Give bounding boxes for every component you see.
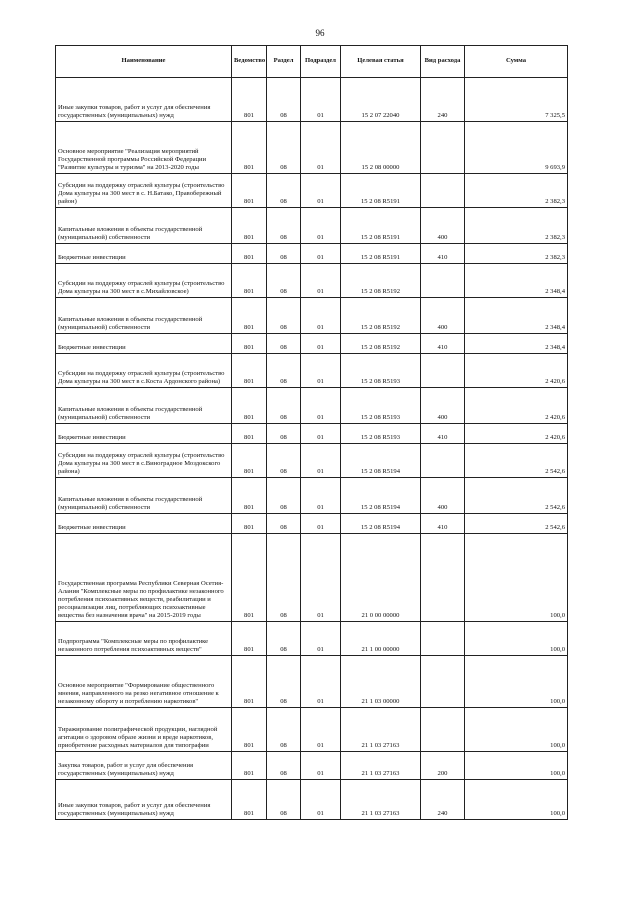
row-amount: 2 348,4 — [465, 264, 568, 298]
table-row — [56, 622, 568, 656]
row-name: Тиражирование полиграфической продукции, наглядной агитации о здоровом образе жизни и вреде наркотиков, приобретение расходных материалов для типографии — [56, 708, 232, 752]
row-section: 08 — [267, 514, 301, 534]
row-subsection: 01 — [301, 708, 341, 752]
row-subsection: 01 — [301, 208, 341, 244]
table-row — [56, 174, 568, 208]
row-amount: 100,0 — [465, 752, 568, 780]
table-row — [56, 78, 568, 122]
row-exp-type: 410 — [421, 424, 465, 444]
budget-table — [55, 45, 568, 820]
row-dept: 801 — [232, 244, 267, 264]
row-target: 15 2 08 R5194 — [341, 478, 421, 514]
row-amount: 2 382,3 — [465, 174, 568, 208]
row-exp-type — [421, 444, 465, 478]
row-amount: 2 420,6 — [465, 354, 568, 388]
row-section: 08 — [267, 780, 301, 820]
row-exp-type: 400 — [421, 478, 465, 514]
row-subsection: 01 — [301, 122, 341, 174]
row-amount: 7 325,5 — [465, 78, 568, 122]
row-exp-type: 410 — [421, 244, 465, 264]
row-dept: 801 — [232, 424, 267, 444]
table-row — [56, 444, 568, 478]
row-subsection: 01 — [301, 354, 341, 388]
table-row — [56, 424, 568, 444]
row-target: 15 2 08 R5192 — [341, 264, 421, 298]
row-amount: 100,0 — [465, 708, 568, 752]
row-name: Субсидии на поддержку отраслей культуры (строительство Дома культуры на 300 мест в с.Виноградное Моздокского района) — [56, 444, 232, 478]
row-name: Субсидии на поддержку отраслей культуры (строительство Дома культуры на 300 мест в с.Михайловское) — [56, 264, 232, 298]
row-target: 15 2 08 R5192 — [341, 334, 421, 354]
header-target: Целевая статья — [341, 46, 421, 78]
table-row — [56, 534, 568, 622]
row-name: Бюджетные инвестиции — [56, 514, 232, 534]
page-number: 96 — [315, 28, 325, 38]
row-name: Иные закупки товаров, работ и услуг для обеспечения государственных (муниципальных) нужд — [56, 78, 232, 122]
table-row — [56, 514, 568, 534]
row-subsection: 01 — [301, 514, 341, 534]
table-body — [56, 78, 568, 820]
row-dept: 801 — [232, 656, 267, 708]
row-section: 08 — [267, 622, 301, 656]
row-target: 15 2 08 R5193 — [341, 354, 421, 388]
row-dept: 801 — [232, 208, 267, 244]
row-section: 08 — [267, 708, 301, 752]
header-section: Раздел — [267, 46, 301, 78]
row-name: Капитальные вложения в объекты государственной (муниципальной) собственности — [56, 388, 232, 424]
row-subsection: 01 — [301, 244, 341, 264]
table-row — [56, 244, 568, 264]
row-name: Бюджетные инвестиции — [56, 244, 232, 264]
table-row — [56, 264, 568, 298]
row-name: Капитальные вложения в объекты государственной (муниципальной) собственности — [56, 208, 232, 244]
row-name: Иные закупки товаров, работ и услуг для обеспечения государственных (муниципальных) нужд — [56, 780, 232, 820]
header-name: Наименование — [56, 46, 232, 78]
row-name: Государственная программа Республики Северная Осетия-Алания "Комплексные меры по профилактике незаконного потребления психоактивных веществ, реабилитации и ресоциализации лиц, потребляющих психоактивные вещества без назначения врача" на 2015-2019 годы — [56, 534, 232, 622]
row-exp-type: 410 — [421, 334, 465, 354]
row-amount: 100,0 — [465, 780, 568, 820]
row-target: 15 2 08 R5193 — [341, 388, 421, 424]
row-section: 08 — [267, 388, 301, 424]
row-subsection: 01 — [301, 780, 341, 820]
table-row — [56, 478, 568, 514]
row-amount: 2 348,4 — [465, 298, 568, 334]
row-exp-type: 400 — [421, 208, 465, 244]
row-dept: 801 — [232, 174, 267, 208]
row-exp-type: 240 — [421, 78, 465, 122]
row-section: 08 — [267, 752, 301, 780]
row-amount: 2 420,6 — [465, 424, 568, 444]
row-section: 08 — [267, 334, 301, 354]
row-target: 15 2 08 R5194 — [341, 514, 421, 534]
row-dept: 801 — [232, 334, 267, 354]
row-dept: 801 — [232, 78, 267, 122]
row-exp-type: 400 — [421, 388, 465, 424]
row-dept: 801 — [232, 298, 267, 334]
row-section: 08 — [267, 208, 301, 244]
row-name: Капитальные вложения в объекты государственной (муниципальной) собственности — [56, 298, 232, 334]
row-exp-type — [421, 656, 465, 708]
row-section: 08 — [267, 298, 301, 334]
row-dept: 801 — [232, 122, 267, 174]
row-dept: 801 — [232, 388, 267, 424]
table-row — [56, 780, 568, 820]
row-amount: 2 542,6 — [465, 514, 568, 534]
row-section: 08 — [267, 534, 301, 622]
row-amount: 2 542,6 — [465, 478, 568, 514]
row-subsection: 01 — [301, 298, 341, 334]
row-exp-type — [421, 622, 465, 656]
row-section: 08 — [267, 656, 301, 708]
row-amount: 100,0 — [465, 534, 568, 622]
row-name: Бюджетные инвестиции — [56, 334, 232, 354]
row-exp-type: 410 — [421, 514, 465, 534]
row-target: 15 2 07 22040 — [341, 78, 421, 122]
row-amount: 2 348,4 — [465, 334, 568, 354]
row-name: Подпрограмма "Комплексные меры по профилактике незаконного потребления психоактивных веществ" — [56, 622, 232, 656]
row-subsection: 01 — [301, 444, 341, 478]
row-amount: 2 382,3 — [465, 208, 568, 244]
table-row — [56, 708, 568, 752]
row-name: Субсидии на поддержку отраслей культуры (строительство Дома культуры на 300 мест в с.Коста Ардонского района) — [56, 354, 232, 388]
table-row — [56, 752, 568, 780]
header-exp-type: Вид расхода — [421, 46, 465, 78]
row-exp-type — [421, 122, 465, 174]
table-header-row — [56, 46, 568, 78]
row-subsection: 01 — [301, 478, 341, 514]
row-subsection: 01 — [301, 752, 341, 780]
row-amount: 2 382,3 — [465, 244, 568, 264]
row-subsection: 01 — [301, 534, 341, 622]
row-section: 08 — [267, 264, 301, 298]
row-subsection: 01 — [301, 622, 341, 656]
row-target: 15 2 08 R5191 — [341, 208, 421, 244]
header-amount: Сумма — [465, 46, 568, 78]
row-name: Закупка товаров, работ и услуг для обеспечения государственных (муниципальных) нужд — [56, 752, 232, 780]
row-subsection: 01 — [301, 388, 341, 424]
row-name: Основное мероприятие "Реализация мероприятий Государственной программы Российской Федерации "Развитие культуры и туризма" на 2013-2020 годы — [56, 122, 232, 174]
row-section: 08 — [267, 424, 301, 444]
row-exp-type: 240 — [421, 780, 465, 820]
row-section: 08 — [267, 244, 301, 264]
header-dept: Ведомство — [232, 46, 267, 78]
row-subsection: 01 — [301, 334, 341, 354]
row-dept: 801 — [232, 708, 267, 752]
row-target: 21 1 03 00000 — [341, 656, 421, 708]
row-exp-type — [421, 534, 465, 622]
table-row — [56, 388, 568, 424]
header-subsection: Подраздел — [301, 46, 341, 78]
row-section: 08 — [267, 122, 301, 174]
row-subsection: 01 — [301, 264, 341, 298]
row-target: 15 2 08 R5193 — [341, 424, 421, 444]
row-target: 15 2 08 00000 — [341, 122, 421, 174]
row-exp-type: 200 — [421, 752, 465, 780]
table-row — [56, 122, 568, 174]
row-target: 21 0 00 00000 — [341, 534, 421, 622]
row-section: 08 — [267, 78, 301, 122]
row-exp-type — [421, 174, 465, 208]
row-target: 15 2 08 R5191 — [341, 244, 421, 264]
row-dept: 801 — [232, 752, 267, 780]
row-target: 15 2 08 R5194 — [341, 444, 421, 478]
row-amount: 100,0 — [465, 656, 568, 708]
row-amount: 2 420,6 — [465, 388, 568, 424]
row-target: 21 1 03 27163 — [341, 708, 421, 752]
row-section: 08 — [267, 444, 301, 478]
row-dept: 801 — [232, 534, 267, 622]
row-section: 08 — [267, 354, 301, 388]
row-dept: 801 — [232, 478, 267, 514]
table-row — [56, 298, 568, 334]
row-name: Бюджетные инвестиции — [56, 424, 232, 444]
row-exp-type — [421, 264, 465, 298]
row-section: 08 — [267, 478, 301, 514]
row-dept: 801 — [232, 354, 267, 388]
row-target: 21 1 03 27163 — [341, 752, 421, 780]
row-dept: 801 — [232, 444, 267, 478]
table-row — [56, 354, 568, 388]
row-subsection: 01 — [301, 174, 341, 208]
row-amount: 100,0 — [465, 622, 568, 656]
row-section: 08 — [267, 174, 301, 208]
row-exp-type: 400 — [421, 298, 465, 334]
table-row — [56, 656, 568, 708]
row-target: 15 2 08 R5191 — [341, 174, 421, 208]
row-name: Основное мероприятие "Формирование общественного мнения, направленного на резко негативное отношение к незаконному обороту и потреблению наркотиков" — [56, 656, 232, 708]
row-target: 21 1 00 00000 — [341, 622, 421, 656]
row-subsection: 01 — [301, 78, 341, 122]
row-subsection: 01 — [301, 656, 341, 708]
row-dept: 801 — [232, 780, 267, 820]
row-target: 15 2 08 R5192 — [341, 298, 421, 334]
row-exp-type — [421, 354, 465, 388]
row-target: 21 1 03 27163 — [341, 780, 421, 820]
table-row — [56, 334, 568, 354]
row-subsection: 01 — [301, 424, 341, 444]
row-amount: 9 693,9 — [465, 122, 568, 174]
row-name: Субсидии на поддержку отраслей культуры (строительство Дома культуры на 300 мест в с. Н.Батако, Правобережный район) — [56, 174, 232, 208]
row-amount: 2 542,6 — [465, 444, 568, 478]
row-name: Капитальные вложения в объекты государственной (муниципальной) собственности — [56, 478, 232, 514]
row-exp-type — [421, 708, 465, 752]
row-dept: 801 — [232, 264, 267, 298]
row-dept: 801 — [232, 622, 267, 656]
row-dept: 801 — [232, 514, 267, 534]
table-row — [56, 208, 568, 244]
